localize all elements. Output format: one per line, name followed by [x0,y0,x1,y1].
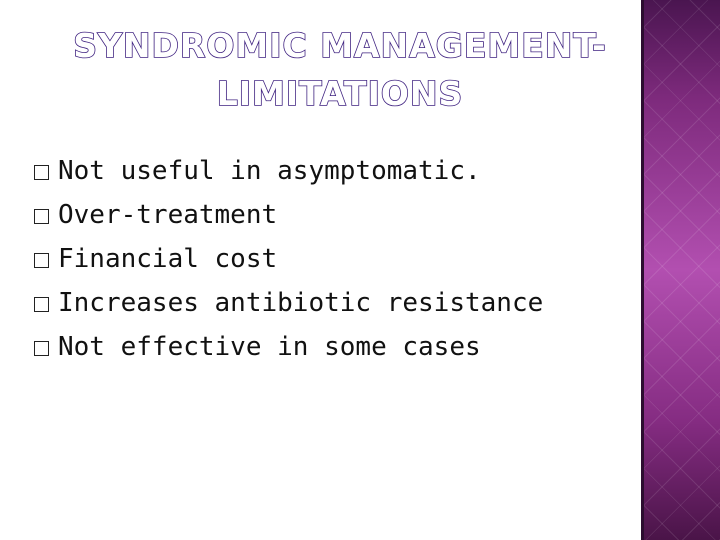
decorative-side-panel [641,0,720,540]
slide-title-line-1: SYNDROMIC MANAGEMENT- [73,26,607,65]
bullet-text: Over-treatment [58,200,278,230]
checkbox-bullet-icon [34,297,49,312]
checkbox-bullet-icon [34,209,49,224]
slide-title-line-2: LIMITATIONS [216,74,464,113]
checkbox-bullet-icon [34,165,49,180]
bullet-item [34,193,543,237]
bullet-text: Increases antibiotic resistance [58,288,544,318]
bullet-item [34,281,543,325]
bullet-list [34,149,543,369]
bullet-item [34,325,543,369]
bullet-item [34,149,543,193]
side-panel-edge [641,0,644,540]
checkbox-bullet-icon [34,341,49,356]
bullet-text: Not effective in some cases [58,332,481,362]
bullet-item [34,237,543,281]
bullet-text: Not useful in asymptomatic. [58,156,481,186]
diamond-pattern [641,0,720,540]
bullet-text: Financial cost [58,244,278,274]
checkbox-bullet-icon [34,253,49,268]
slide-title [40,22,640,118]
